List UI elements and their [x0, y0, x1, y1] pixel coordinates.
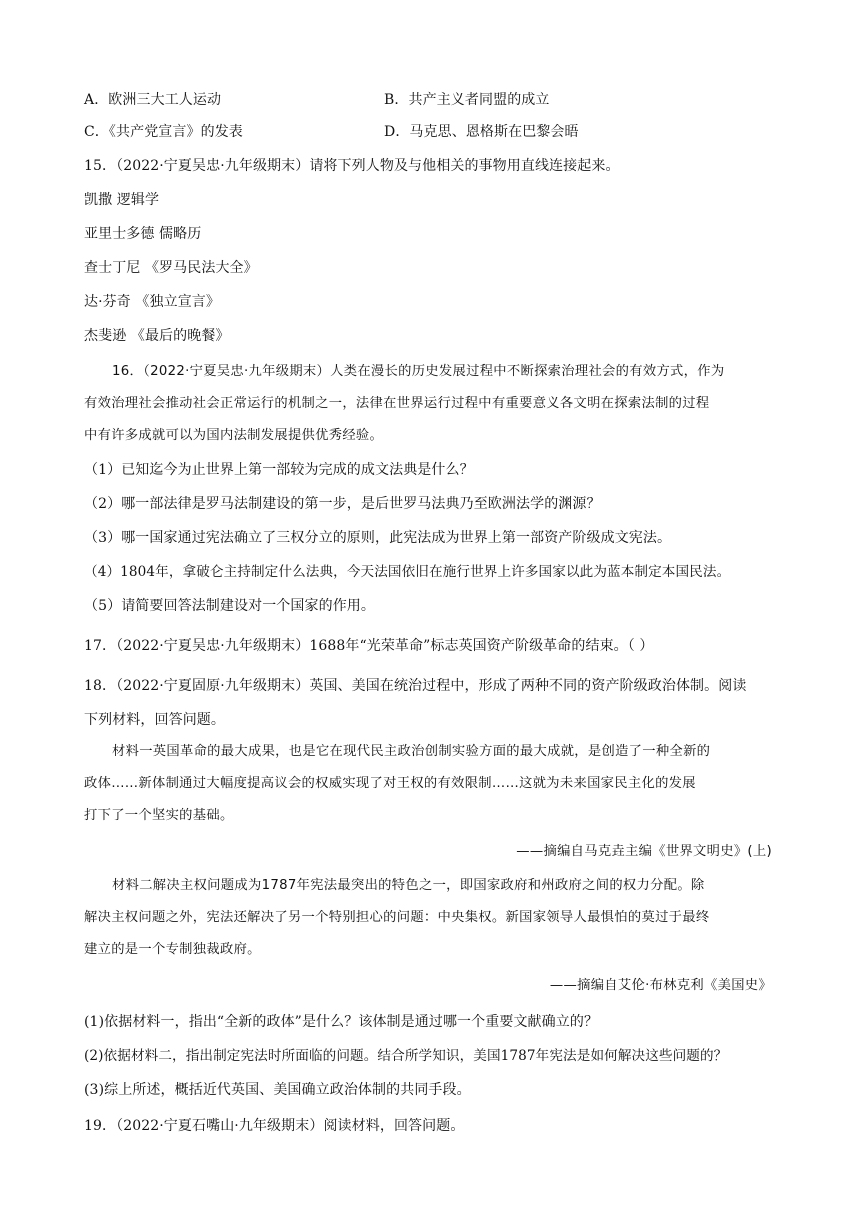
q18-subquestion: (2)依据材料二，指出制定宪法时所面临的问题。结合所学知识，美国1787年宪法是如何解决这些问题的？ [84, 1048, 728, 1064]
question-19-stem: 19．（2022·宁夏石嘴山·九年级期末）阅读材料，回答问题。 [84, 1118, 465, 1134]
material-2-text: 材料二解决主权问题成为1787年宪法最突出的特色之一，即国家政府和州政府之间的权力分配。除 [112, 878, 705, 893]
q15-pair: 亚里士多德 儒略历 [84, 226, 202, 242]
q18-subquestion: (1)依据材料一，指出“全新的政体”是什么？该体制是通过哪一个重要文献确立的？ [84, 1014, 599, 1030]
question-18-stem: 下列材料，回答问题。 [84, 712, 225, 728]
option-c: C．《共产党宣言》的发表 [84, 124, 243, 140]
q16-subquestion: （3）哪一国家通过宪法确立了三权分立的原则，此宪法成为世界上第一部资产阶级成文宪法。 [84, 530, 672, 546]
q16-subquestion: （4）1804年，拿破仑主持制定什么法典，今天法国依旧在施行世界上许多国家以此为蓝本制定本国民法。 [84, 564, 731, 580]
material-1-text: 材料一英国革命的最大成果，也是它在现代民主政治创制实验方面的最大成就，是创造了一种全新的 [112, 744, 711, 759]
material-2-text: 解决主权问题之外，宪法还解决了另一个特别担心的问题：中央集权。新国家领导人最惧怕的莫过于最终 [84, 910, 710, 925]
q16-subquestion: （2）哪一部法律是罗马法制建设的第一步，是后世罗马法典乃至欧洲法学的渊源？ [84, 496, 601, 512]
option-a: A．欧洲三大工人运动 [84, 92, 222, 108]
q16-subquestion: （1）已知迄今为止世界上第一部较为完成的成文法典是什么？ [84, 462, 474, 478]
question-16-stem: 有效治理社会推动社会正常运行的机制之一，法律在世界运行过程中有重要意义各文明在探索法制的过程 [84, 396, 710, 411]
question-15-stem: 15．（2022·宁夏吴忠·九年级期末）请将下列人物及与他相关的事物用直线连接起来。 [84, 158, 620, 174]
question-16-stem: 中有许多成就可以为国内法制发展提供优秀经验。 [84, 428, 384, 443]
option-b: B．共产主义者同盟的成立 [384, 92, 550, 108]
material-1-text: 政体……新体制通过大幅度提高议会的权威实现了对王权的有效限制……这就为未来国家民主化的发展 [84, 776, 696, 791]
material-2-text: 建立的是一个专制独裁政府。 [84, 942, 261, 957]
q15-pair: 查士丁尼 《罗马民法大全》 [84, 260, 258, 276]
material-1-source: ——摘编自马克垚主编《世界文明史》(上) [516, 844, 772, 859]
question-16-stem: 16．（2022·宁夏吴忠·九年级期末）人类在漫长的历史发展过程中不断探索治理社会的有效方式，作为 [112, 364, 725, 379]
q15-pair: 凯撒 逻辑学 [84, 192, 160, 208]
option-d: D．马克思、恩格斯在巴黎会晤 [384, 124, 579, 140]
q15-pair: 达·芬奇 《独立宣言》 [84, 294, 220, 310]
q16-subquestion: （5）请简要回答法制建设对一个国家的作用。 [84, 598, 376, 614]
question-17-stem: 17．（2022·宁夏吴忠·九年级期末）1688年“光荣革命”标志英国资产阶级革命的结束。（ ） [84, 638, 654, 654]
question-18-stem: 18．（2022·宁夏固原·九年级期末）英国、美国在统治过程中，形成了两种不同的资产阶级政治体制。阅读 [84, 678, 747, 694]
q18-subquestion: (3)综上所述，概括近代英国、美国确立政治体制的共同手段。 [84, 1082, 471, 1098]
material-1-text: 打下了一个坚实的基础。 [84, 808, 234, 823]
q15-pair: 杰斐逊 《最后的晚餐》 [84, 328, 230, 344]
material-2-source: ——摘编自艾伦·布林克利《美国史》 [549, 978, 772, 993]
